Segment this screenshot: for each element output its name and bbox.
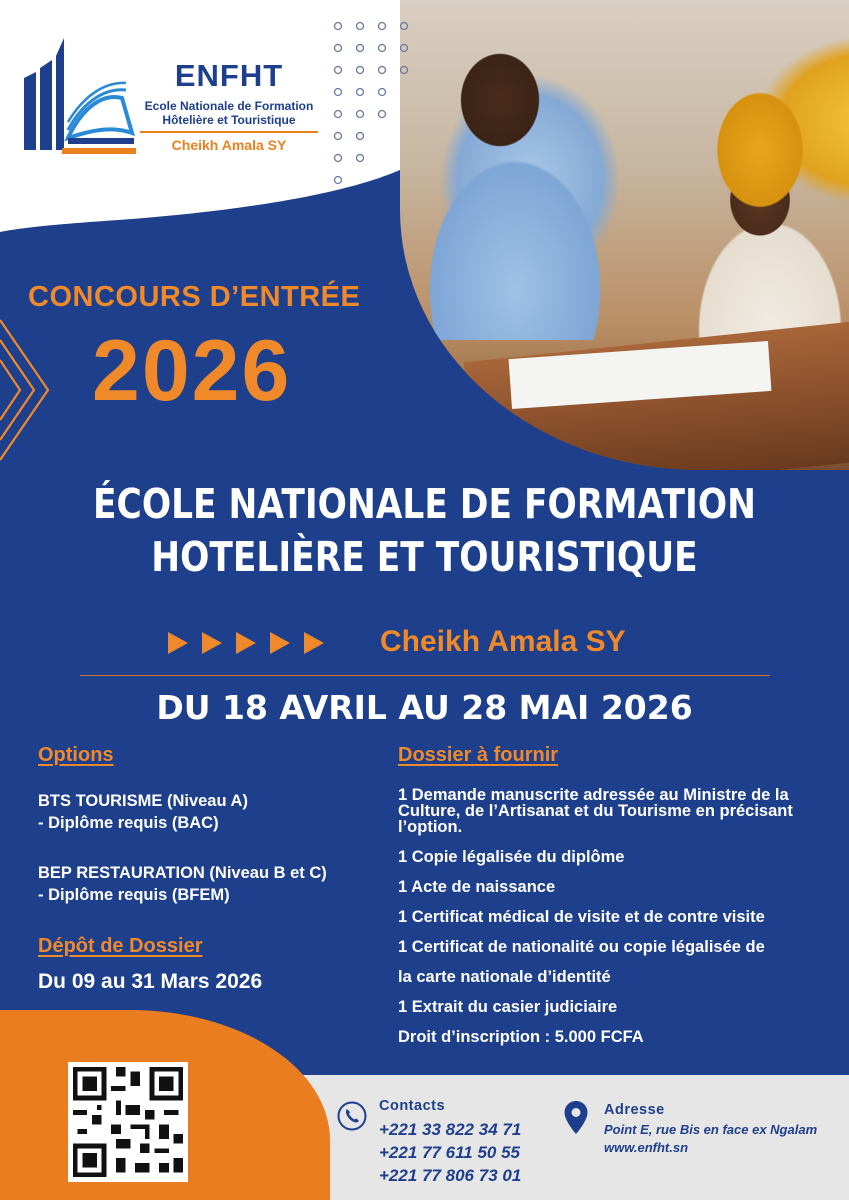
- option-item: [38, 862, 378, 906]
- dots-decoration: [330, 18, 410, 198]
- concours-year: 2026: [92, 323, 292, 419]
- depot-heading: Dépôt de Dossier: [38, 935, 203, 957]
- option-requirement: - Diplôme requis (BAC): [38, 814, 219, 832]
- contacts-label: Contacts: [379, 1098, 446, 1114]
- location-pin-icon: [563, 1100, 589, 1136]
- option-title: BEP RESTAURATION (Niveau B et C): [38, 864, 327, 882]
- school-name-line2: HOTELIÈRE ET TOURISTIQUE: [151, 533, 698, 581]
- dossier-item: Droit d’inscription : 5.000 FCFA: [398, 1028, 644, 1046]
- option-item: [38, 790, 358, 834]
- options-heading: Options: [38, 744, 114, 766]
- option-title: BTS TOURISME (Niveau A): [38, 792, 248, 810]
- student-man: [420, 40, 630, 340]
- dossier-item: la carte nationale d’identité: [398, 968, 611, 986]
- logo-acronym: ENFHT: [174, 58, 284, 93]
- logo-subtitle-line2: Hôtelière et Touristique: [162, 113, 296, 127]
- phone-number: +221 33 822 34 71: [379, 1120, 522, 1139]
- dossier-list: [398, 787, 838, 1059]
- logo-subtitle: [138, 99, 320, 127]
- dossier-item: 1 Extrait du casier judiciaire: [398, 998, 618, 1016]
- logo-subtitle-line1: Ecole Nationale de Formation: [144, 99, 314, 113]
- contest-dates: DU 18 AVRIL AU 28 MAI 2026: [156, 688, 693, 727]
- phone-number: +221 77 611 50 55: [379, 1143, 521, 1162]
- dossier-heading: Dossier à fournir: [398, 744, 559, 766]
- student-woman: [650, 50, 849, 370]
- school-founder-name: Cheikh Amala SY: [380, 625, 626, 658]
- phone-number: +221 77 806 73 01: [379, 1166, 522, 1185]
- website-link: www.enfht.sn: [604, 1140, 689, 1155]
- logo-name: Cheikh Amala SY: [171, 137, 287, 153]
- divider: [80, 675, 770, 676]
- dossier-item: 1 Certificat de nationalité ou copie légalisée de: [398, 938, 765, 956]
- chevron-arrows-icon: [0, 300, 70, 500]
- dossier-item: 1 Acte de naissance: [398, 878, 556, 896]
- address-value: [604, 1121, 844, 1157]
- dossier-item: 1 Demande manuscrite adressée au Ministre de la Culture, de l’Artisanat et du Tourisme en précisant l’option.: [398, 786, 793, 836]
- phone-icon: [337, 1101, 367, 1131]
- logo-building-book-icon: [22, 38, 137, 158]
- school-name-line1: ÉCOLE NATIONALE DE FORMATION: [93, 480, 756, 528]
- depot-dates: Du 09 au 31 Mars 2026: [38, 970, 263, 993]
- phone-list: [379, 1118, 579, 1187]
- address-label: Adresse: [604, 1102, 665, 1118]
- triangle-arrows-icon: [168, 628, 328, 658]
- dossier-item: 1 Copie légalisée du diplôme: [398, 848, 625, 866]
- concours-heading: CONCOURS D’ENTRÉE: [28, 281, 361, 313]
- students-photo: [400, 0, 849, 470]
- school-name: [85, 478, 765, 584]
- dossier-item: 1 Certificat médical de visite et de contre visite: [398, 908, 765, 926]
- qr-code-icon: [68, 1062, 188, 1182]
- option-requirement: - Diplôme requis (BFEM): [38, 886, 230, 904]
- logo-divider: [140, 131, 318, 133]
- address-line: Point E, rue Bis en face ex Ngalam: [604, 1122, 818, 1137]
